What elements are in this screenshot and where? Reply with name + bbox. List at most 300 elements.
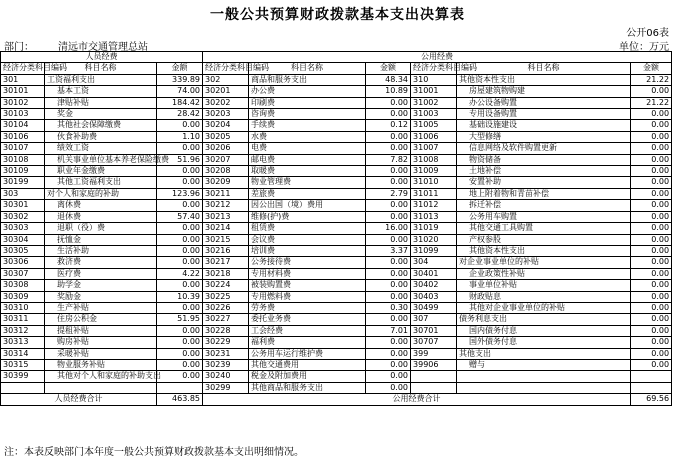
cell-code-1: 30109 [1, 166, 45, 177]
cell-code-2: 30213 [203, 211, 249, 222]
table-row [1, 268, 672, 279]
cell-name-3: 土地补偿 [457, 166, 631, 177]
cell-name-3 [457, 382, 631, 393]
cell-code-2: 30224 [203, 280, 249, 291]
cell-name-3: 其他对企业事业单位的补贴 [457, 302, 631, 313]
cell-name-2: 商品和服务支出 [249, 74, 366, 85]
cell-code-3: 30402 [411, 280, 457, 291]
cell-name-2: 取暖费 [249, 166, 366, 177]
table-row [1, 86, 672, 97]
cell-name-1: 助学金 [45, 280, 157, 291]
table-row [1, 143, 672, 154]
totals-row [1, 394, 672, 405]
cell-amount-3: 0.00 [631, 337, 672, 348]
cell-code-1: 30305 [1, 245, 45, 256]
cell-code-2: 30201 [203, 86, 249, 97]
cell-name-2: 电费 [249, 143, 366, 154]
cell-name-3: 公务用车购置 [457, 211, 631, 222]
header-amount-1: 金额 [157, 63, 203, 74]
table-row [1, 382, 672, 393]
cell-amount-1: 0.00 [157, 337, 203, 348]
table-body [1, 74, 672, 393]
cell-code-1: 30312 [1, 325, 45, 336]
cell-amount-2: 0.00 [366, 382, 411, 393]
table-row [1, 280, 672, 291]
cell-code-1: 303 [1, 188, 45, 199]
cell-code-3: 31013 [411, 211, 457, 222]
public-total-label: 公用经费合计 [203, 394, 631, 405]
cell-code-1: 301 [1, 74, 45, 85]
cell-code-3: 31007 [411, 143, 457, 154]
cell-name-2: 委托业务费 [249, 314, 366, 325]
cell-name-1: 其他社会保障缴费 [45, 120, 157, 131]
cell-name-3 [457, 371, 631, 382]
cell-code-3: 310 [411, 74, 457, 85]
cell-code-3: 30499 [411, 302, 457, 313]
cell-name-1: 奖励金 [45, 291, 157, 302]
cell-amount-3: 0.00 [631, 211, 672, 222]
personnel-total-amount: 463.85 [157, 394, 203, 405]
cell-code-2: 30211 [203, 188, 249, 199]
cell-code-1: 30314 [1, 348, 45, 359]
table-row [1, 177, 672, 188]
unit-label: 单位：万元 [619, 42, 669, 53]
cell-code-1: 30102 [1, 97, 45, 108]
cell-amount-1: 74.00 [157, 86, 203, 97]
cell-name-3: 专用设备购置 [457, 109, 631, 120]
cell-amount-3: 0.00 [631, 280, 672, 291]
cell-amount-1: 0.00 [157, 257, 203, 268]
cell-amount-1: 57.40 [157, 211, 203, 222]
form-number: 公开06表 [626, 28, 669, 39]
cell-code-2: 302 [203, 74, 249, 85]
cell-amount-3: 0.00 [631, 291, 672, 302]
cell-name-3: 事业单位补贴 [457, 280, 631, 291]
table-row [1, 74, 672, 85]
cell-code-2: 30225 [203, 291, 249, 302]
cell-name-3: 产权参股 [457, 234, 631, 245]
cell-amount-3: 0.00 [631, 188, 672, 199]
cell-amount-3: 21.22 [631, 74, 672, 85]
cell-amount-3 [631, 382, 672, 393]
cell-name-1: 抚恤金 [45, 234, 157, 245]
header-code-1: 经济分类科目编码 [1, 63, 45, 74]
cell-code-1: 30106 [1, 131, 45, 142]
cell-name-3: 赠与 [457, 359, 631, 370]
cell-amount-2: 0.00 [366, 371, 411, 382]
cell-name-3: 其他交通工具购置 [457, 223, 631, 234]
cell-code-1: 30306 [1, 257, 45, 268]
cell-name-2: 咨询费 [249, 109, 366, 120]
cell-name-1: 医疗费 [45, 268, 157, 279]
cell-amount-1: 0.00 [157, 359, 203, 370]
table-row [1, 314, 672, 325]
cell-code-2: 30239 [203, 359, 249, 370]
cell-name-1: 提租补贴 [45, 325, 157, 336]
cell-name-1: 物业服务补贴 [45, 359, 157, 370]
cell-name-2: 税金及附加费用 [249, 371, 366, 382]
cell-amount-1: 0.00 [157, 143, 203, 154]
table-row [1, 325, 672, 336]
table-row [1, 359, 672, 370]
cell-amount-2: 0.00 [366, 131, 411, 142]
cell-name-1: 职业年金缴费 [45, 166, 157, 177]
cell-code-1: 30108 [1, 154, 45, 165]
cell-amount-3: 0.00 [631, 314, 672, 325]
cell-name-2: 公务接待费 [249, 257, 366, 268]
cell-code-1: 30308 [1, 280, 45, 291]
section-personnel: 人员经费 [1, 52, 203, 63]
cell-amount-2: 48.34 [366, 74, 411, 85]
cell-name-1: 伙食补助费 [45, 131, 157, 142]
cell-amount-3: 0.00 [631, 268, 672, 279]
cell-name-3: 房屋建筑物购建 [457, 86, 631, 97]
cell-name-2: 专用燃料费 [249, 291, 366, 302]
cell-name-2: 办公费 [249, 86, 366, 97]
cell-code-2: 30203 [203, 109, 249, 120]
cell-amount-1: 1.10 [157, 131, 203, 142]
cell-name-1: 其他工资福利支出 [45, 177, 157, 188]
table-row [1, 337, 672, 348]
cell-amount-3: 0.00 [631, 234, 672, 245]
cell-code-2: 30207 [203, 154, 249, 165]
cell-code-2: 30209 [203, 177, 249, 188]
cell-code-1: 30310 [1, 302, 45, 313]
cell-code-2: 30231 [203, 348, 249, 359]
header-name-1: 科目名称 [45, 63, 157, 74]
cell-amount-1: 0.00 [157, 200, 203, 211]
header-code-3: 经济分类科目编码 [411, 63, 457, 74]
cell-code-3: 31006 [411, 131, 457, 142]
cell-name-1: 购房补贴 [45, 337, 157, 348]
cell-name-1: 退职（役）费 [45, 223, 157, 234]
cell-code-3 [411, 382, 457, 393]
cell-name-2: 会议费 [249, 234, 366, 245]
cell-name-2: 培训费 [249, 245, 366, 256]
cell-code-1: 30107 [1, 143, 45, 154]
cell-name-2: 工会经费 [249, 325, 366, 336]
cell-amount-2: 0.00 [366, 337, 411, 348]
cell-code-2: 30217 [203, 257, 249, 268]
table-row [1, 348, 672, 359]
cell-code-2: 30240 [203, 371, 249, 382]
cell-amount-1: 0.00 [157, 120, 203, 131]
cell-code-1: 30313 [1, 337, 45, 348]
cell-name-1: 离休费 [45, 200, 157, 211]
cell-name-1 [45, 382, 157, 393]
public-total-amount: 69.56 [631, 394, 672, 405]
cell-name-3: 物资储备 [457, 154, 631, 165]
cell-amount-1: 0.00 [157, 166, 203, 177]
cell-code-2: 30215 [203, 234, 249, 245]
cell-name-3: 企业政策性补贴 [457, 268, 631, 279]
cell-code-2: 30227 [203, 314, 249, 325]
expenditure-table [0, 51, 672, 406]
cell-name-2: 物业管理费 [249, 177, 366, 188]
cell-name-2: 其他商品和服务支出 [249, 382, 366, 393]
cell-code-1: 30303 [1, 223, 45, 234]
cell-amount-3: 0.00 [631, 120, 672, 131]
section-header-row [1, 52, 672, 63]
cell-amount-1: 51.96 [157, 154, 203, 165]
cell-amount-3: 0.00 [631, 245, 672, 256]
cell-code-2: 30299 [203, 382, 249, 393]
personnel-total-label: 人员经费合计 [1, 394, 157, 405]
cell-amount-3: 0.00 [631, 223, 672, 234]
cell-amount-3: 0.00 [631, 257, 672, 268]
cell-amount-2: 0.00 [366, 234, 411, 245]
cell-name-2: 印刷费 [249, 97, 366, 108]
header-name-2: 科目名称 [249, 63, 366, 74]
cell-name-1: 救济费 [45, 257, 157, 268]
cell-code-3: 31008 [411, 154, 457, 165]
cell-name-1: 退休费 [45, 211, 157, 222]
cell-amount-3: 0.00 [631, 302, 672, 313]
cell-amount-3: 0.00 [631, 200, 672, 211]
cell-name-3: 其他资本性支出 [457, 74, 631, 85]
cell-amount-1: 339.89 [157, 74, 203, 85]
header-name-3: 科目名称 [457, 63, 631, 74]
cell-amount-2: 0.00 [366, 314, 411, 325]
table-row [1, 257, 672, 268]
cell-amount-3 [631, 371, 672, 382]
cell-amount-1: 0.00 [157, 245, 203, 256]
cell-code-2: 30204 [203, 120, 249, 131]
cell-code-3: 399 [411, 348, 457, 359]
department-name: 清远市交通管理总站 [58, 42, 148, 53]
cell-amount-2: 0.00 [366, 268, 411, 279]
cell-amount-3: 21.22 [631, 97, 672, 108]
cell-code-1: 30103 [1, 109, 45, 120]
cell-name-3: 大型修缮 [457, 131, 631, 142]
cell-code-1: 30104 [1, 120, 45, 131]
cell-name-3: 拆迁补偿 [457, 200, 631, 211]
cell-amount-3: 0.00 [631, 131, 672, 142]
cell-name-2: 差旅费 [249, 188, 366, 199]
cell-amount-1: 0.00 [157, 325, 203, 336]
cell-amount-2: 10.89 [366, 86, 411, 97]
cell-amount-1: 0.00 [157, 371, 203, 382]
cell-amount-2: 7.01 [366, 325, 411, 336]
cell-code-3: 31002 [411, 97, 457, 108]
cell-name-3: 办公设备购置 [457, 97, 631, 108]
cell-name-3: 其他资本性支出 [457, 245, 631, 256]
cell-amount-1: 0.00 [157, 223, 203, 234]
cell-amount-2: 0.12 [366, 120, 411, 131]
cell-name-2: 因公出国（境）费用 [249, 200, 366, 211]
cell-amount-2: 0.00 [366, 200, 411, 211]
cell-name-2: 专用材料费 [249, 268, 366, 279]
table-row [1, 154, 672, 165]
cell-name-2: 手续费 [249, 120, 366, 131]
cell-name-1: 奖金 [45, 109, 157, 120]
cell-name-2: 租赁费 [249, 223, 366, 234]
cell-code-2: 30202 [203, 97, 249, 108]
cell-amount-2: 0.00 [366, 257, 411, 268]
cell-name-2: 邮电费 [249, 154, 366, 165]
table-row [1, 200, 672, 211]
table-row [1, 166, 672, 177]
cell-name-1: 津贴补贴 [45, 97, 157, 108]
cell-name-1: 绩效工资 [45, 143, 157, 154]
cell-name-3: 地上附着物和青苗补偿 [457, 188, 631, 199]
table-row [1, 245, 672, 256]
cell-code-1: 30199 [1, 177, 45, 188]
cell-code-3: 31005 [411, 120, 457, 131]
cell-amount-2: 0.30 [366, 302, 411, 313]
cell-code-3: 31011 [411, 188, 457, 199]
cell-amount-3: 0.00 [631, 109, 672, 120]
cell-code-2: 30208 [203, 166, 249, 177]
cell-name-3: 安置补助 [457, 177, 631, 188]
cell-name-1: 基本工资 [45, 86, 157, 97]
cell-name-3: 对企业事业单位的补贴 [457, 257, 631, 268]
table-row [1, 211, 672, 222]
table-row [1, 109, 672, 120]
footnote: 注：本表反映部门本年度一般公共预算财政拨款基本支出明细情况。 [4, 447, 304, 458]
cell-code-1: 30101 [1, 86, 45, 97]
cell-amount-2: 3.37 [366, 245, 411, 256]
header-amount-2: 金额 [366, 63, 411, 74]
table-row [1, 234, 672, 245]
cell-amount-2: 0.00 [366, 280, 411, 291]
cell-code-1: 30311 [1, 314, 45, 325]
cell-amount-2: 0.00 [366, 166, 411, 177]
cell-amount-2: 0.00 [366, 348, 411, 359]
cell-code-1: 30302 [1, 211, 45, 222]
table-row [1, 291, 672, 302]
cell-name-2: 福利费 [249, 337, 366, 348]
cell-code-3: 30707 [411, 337, 457, 348]
cell-code-3: 31099 [411, 245, 457, 256]
table-row [1, 131, 672, 142]
cell-amount-2: 0.00 [366, 143, 411, 154]
cell-code-3: 307 [411, 314, 457, 325]
cell-amount-1: 0.00 [157, 234, 203, 245]
cell-code-2: 30228 [203, 325, 249, 336]
cell-name-2: 被装购置费 [249, 280, 366, 291]
cell-name-3: 国外债务付息 [457, 337, 631, 348]
cell-code-1 [1, 382, 45, 393]
cell-name-2: 维修(护)费 [249, 211, 366, 222]
cell-name-1: 其他对个人和家庭的补助支出 [45, 371, 157, 382]
report-title: 一般公共预算财政拨款基本支出决算表 [210, 7, 465, 23]
cell-amount-1: 4.22 [157, 268, 203, 279]
cell-code-2: 30216 [203, 245, 249, 256]
cell-code-3: 30403 [411, 291, 457, 302]
cell-name-2: 水费 [249, 131, 366, 142]
cell-amount-3: 0.00 [631, 325, 672, 336]
cell-name-3: 基础设施建设 [457, 120, 631, 131]
cell-code-1: 30304 [1, 234, 45, 245]
table-row [1, 302, 672, 313]
cell-name-1: 工资福利支出 [45, 74, 157, 85]
table-row [1, 223, 672, 234]
cell-amount-1: 10.39 [157, 291, 203, 302]
cell-code-3: 39906 [411, 359, 457, 370]
cell-amount-1: 184.42 [157, 97, 203, 108]
column-header-row [1, 63, 672, 74]
cell-code-3: 30701 [411, 325, 457, 336]
cell-amount-3: 0.00 [631, 348, 672, 359]
cell-code-1: 30399 [1, 371, 45, 382]
cell-code-3: 31010 [411, 177, 457, 188]
cell-amount-2: 0.00 [366, 211, 411, 222]
cell-name-1: 生产补贴 [45, 302, 157, 313]
cell-amount-2: 0.00 [366, 177, 411, 188]
cell-amount-1: 123.96 [157, 188, 203, 199]
table-row [1, 371, 672, 382]
cell-amount-1: 28.42 [157, 109, 203, 120]
cell-name-1: 生活补助 [45, 245, 157, 256]
cell-code-3: 31019 [411, 223, 457, 234]
cell-amount-3: 0.00 [631, 86, 672, 97]
cell-name-3: 财政贴息 [457, 291, 631, 302]
cell-amount-3: 0.00 [631, 143, 672, 154]
cell-code-2: 30218 [203, 268, 249, 279]
cell-amount-1: 51.95 [157, 314, 203, 325]
cell-name-1: 采暖补贴 [45, 348, 157, 359]
cell-code-3: 31003 [411, 109, 457, 120]
cell-code-3: 31009 [411, 166, 457, 177]
cell-code-2: 30214 [203, 223, 249, 234]
cell-amount-2: 0.00 [366, 97, 411, 108]
cell-code-1: 30307 [1, 268, 45, 279]
cell-amount-1: 0.00 [157, 280, 203, 291]
cell-code-3 [411, 371, 457, 382]
cell-amount-2: 7.82 [366, 154, 411, 165]
cell-name-2: 公务用车运行维护费 [249, 348, 366, 359]
cell-amount-3: 0.00 [631, 359, 672, 370]
cell-code-1: 30301 [1, 200, 45, 211]
cell-name-1: 机关事业单位基本养老保险缴费 [45, 154, 157, 165]
cell-name-2: 其他交通费用 [249, 359, 366, 370]
cell-code-1: 30309 [1, 291, 45, 302]
cell-name-1: 住房公积金 [45, 314, 157, 325]
cell-code-2: 30206 [203, 143, 249, 154]
cell-amount-3: 0.00 [631, 166, 672, 177]
cell-name-3: 其他支出 [457, 348, 631, 359]
cell-amount-2: 0.00 [366, 109, 411, 120]
cell-name-3: 国内债务付息 [457, 325, 631, 336]
cell-code-1: 30315 [1, 359, 45, 370]
table-row [1, 120, 672, 131]
cell-amount-1: 0.00 [157, 348, 203, 359]
cell-code-3: 31020 [411, 234, 457, 245]
cell-name-3: 债务利息支出 [457, 314, 631, 325]
cell-code-2: 30205 [203, 131, 249, 142]
cell-amount-2: 2.79 [366, 188, 411, 199]
cell-code-3: 30401 [411, 268, 457, 279]
cell-code-3: 31001 [411, 86, 457, 97]
cell-amount-1 [157, 382, 203, 393]
cell-amount-2: 16.00 [366, 223, 411, 234]
cell-amount-1: 0.00 [157, 302, 203, 313]
cell-amount-2: 0.00 [366, 291, 411, 302]
department-label: 部门： [4, 42, 34, 53]
header-code-2: 经济分类科目编码 [203, 63, 249, 74]
cell-amount-2: 0.00 [366, 359, 411, 370]
header-amount-3: 金额 [631, 63, 672, 74]
section-public: 公用经费 [203, 52, 672, 63]
table-row [1, 97, 672, 108]
cell-amount-3: 0.00 [631, 177, 672, 188]
cell-amount-1: 0.00 [157, 177, 203, 188]
cell-code-3: 31012 [411, 200, 457, 211]
cell-code-2: 30212 [203, 200, 249, 211]
cell-code-2: 30229 [203, 337, 249, 348]
table-row [1, 188, 672, 199]
